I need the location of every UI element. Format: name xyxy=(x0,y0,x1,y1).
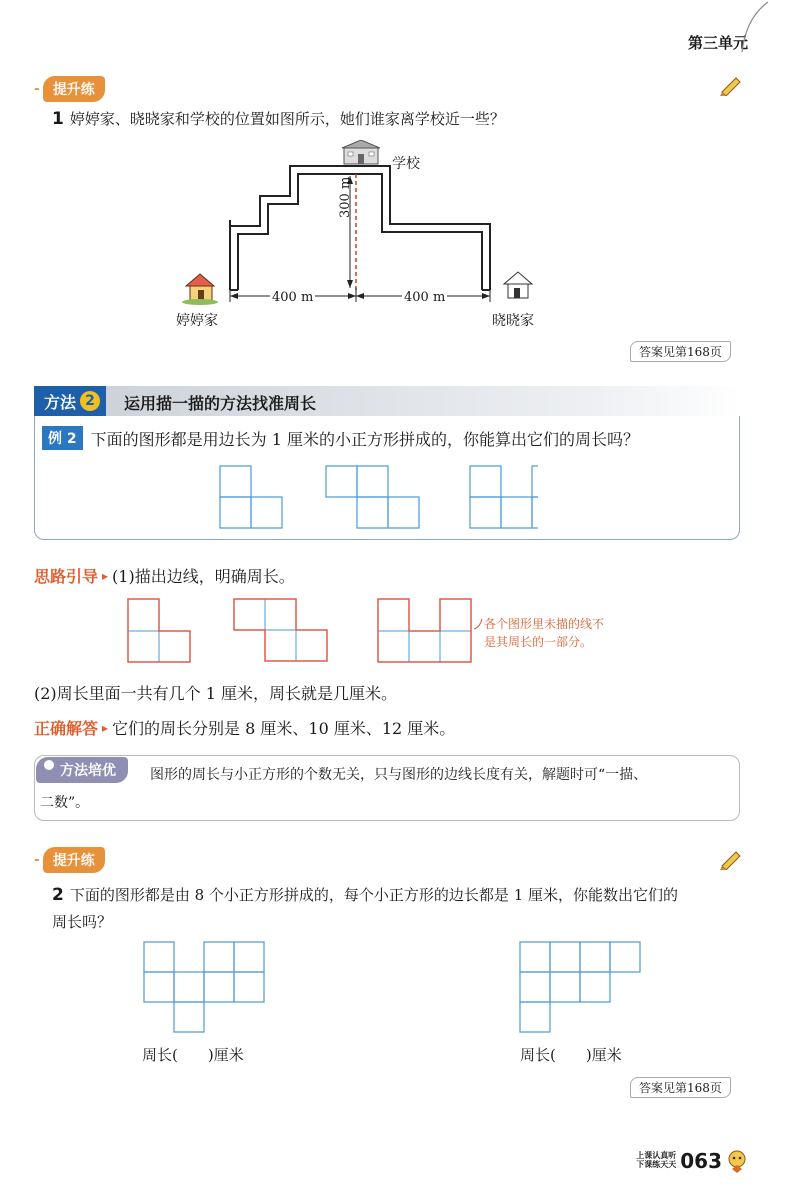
corner-decoration xyxy=(710,0,770,60)
grid-shape-left xyxy=(142,940,272,1036)
thinking-step1: (1)描出边线，明确周长。 xyxy=(112,567,295,586)
home-right-label: 晓晓家 xyxy=(492,313,534,329)
method-tag: 方法 2 xyxy=(34,386,106,416)
dist-vertical-label: 300 m xyxy=(338,176,353,218)
answer-reference-1: 答案见第168页 xyxy=(630,341,731,362)
tip-dot-icon xyxy=(44,760,54,770)
house-icon-right xyxy=(504,272,532,298)
mascot-icon xyxy=(726,1149,748,1173)
blank-left[interactable]: 周长( )厘米 xyxy=(142,1046,244,1064)
solution-label: 正确解答 xyxy=(34,719,99,738)
practice-badge-1: - 提升练 xyxy=(34,76,105,102)
thinking-label: 思路引导 xyxy=(34,567,99,586)
page-footer xyxy=(636,1149,748,1173)
solution-text: 它们的周长分别是 8 厘米、10 厘米、12 厘米。 xyxy=(112,719,456,738)
blank-right[interactable]: 周长( )厘米 xyxy=(520,1046,622,1064)
grid-shape-right xyxy=(518,940,648,1036)
question-1: 1 婷婷家、晓晓家和学校的位置如图所示，她们谁家离学校近一些？ xyxy=(52,109,505,129)
thinking-step2: (2)周长里面一共有几个 1 厘米，周长就是几厘米。 xyxy=(34,684,398,703)
example-line xyxy=(42,426,639,450)
question-2-line1: 2 下面的图形都是由 8 个小正方形拼成的，每个小正方形的边长都是 1 厘米，你能数出它们的 xyxy=(52,885,679,905)
pencil-icon xyxy=(718,74,744,96)
solution-arrow-icon: ▸ xyxy=(102,720,109,735)
page-number: 063 xyxy=(680,1149,722,1173)
practice-badge-2: - 提升练 xyxy=(34,847,105,873)
tip-line2: 二数”。 xyxy=(40,795,90,811)
school-icon xyxy=(342,140,380,164)
question-2-line2: 周长吗？ xyxy=(52,913,113,931)
dist-right-label: 400 m xyxy=(404,290,446,305)
solution-line xyxy=(34,716,455,739)
thinking-note: 各个图形里未描的线不 是其周长的一部分。 xyxy=(484,617,605,649)
house-icon-left xyxy=(182,274,218,305)
example-text: 下面的图形都是用边长为 1 厘米的小正方形拼成的，你能算出它们的周长吗？ xyxy=(90,429,639,449)
outlined-shapes xyxy=(126,597,486,667)
example-tag: 例 2 xyxy=(42,426,83,450)
method-title: 运用描一描的方法找准周长 xyxy=(124,394,317,413)
school-label: 学校 xyxy=(392,156,420,172)
answer-reference-2: 答案见第168页 xyxy=(630,1077,731,1098)
thinking-line-1 xyxy=(34,564,295,587)
example-shapes xyxy=(218,464,538,530)
tip-line1: 图形的周长与小正方形的个数无关，只与图形的边线长度有关，解题时可“一描、 xyxy=(150,767,648,783)
footer-slogan: 上课认真听 下课练天天 xyxy=(636,1151,677,1169)
unit-title: 第三单元 xyxy=(687,34,748,52)
dist-left-label: 400 m xyxy=(272,290,314,305)
pencil-icon xyxy=(718,848,744,870)
tip-tag: 方法培优 xyxy=(36,757,128,783)
home-left-label: 婷婷家 xyxy=(176,313,218,329)
thinking-arrow-icon: ▸ xyxy=(102,568,109,583)
